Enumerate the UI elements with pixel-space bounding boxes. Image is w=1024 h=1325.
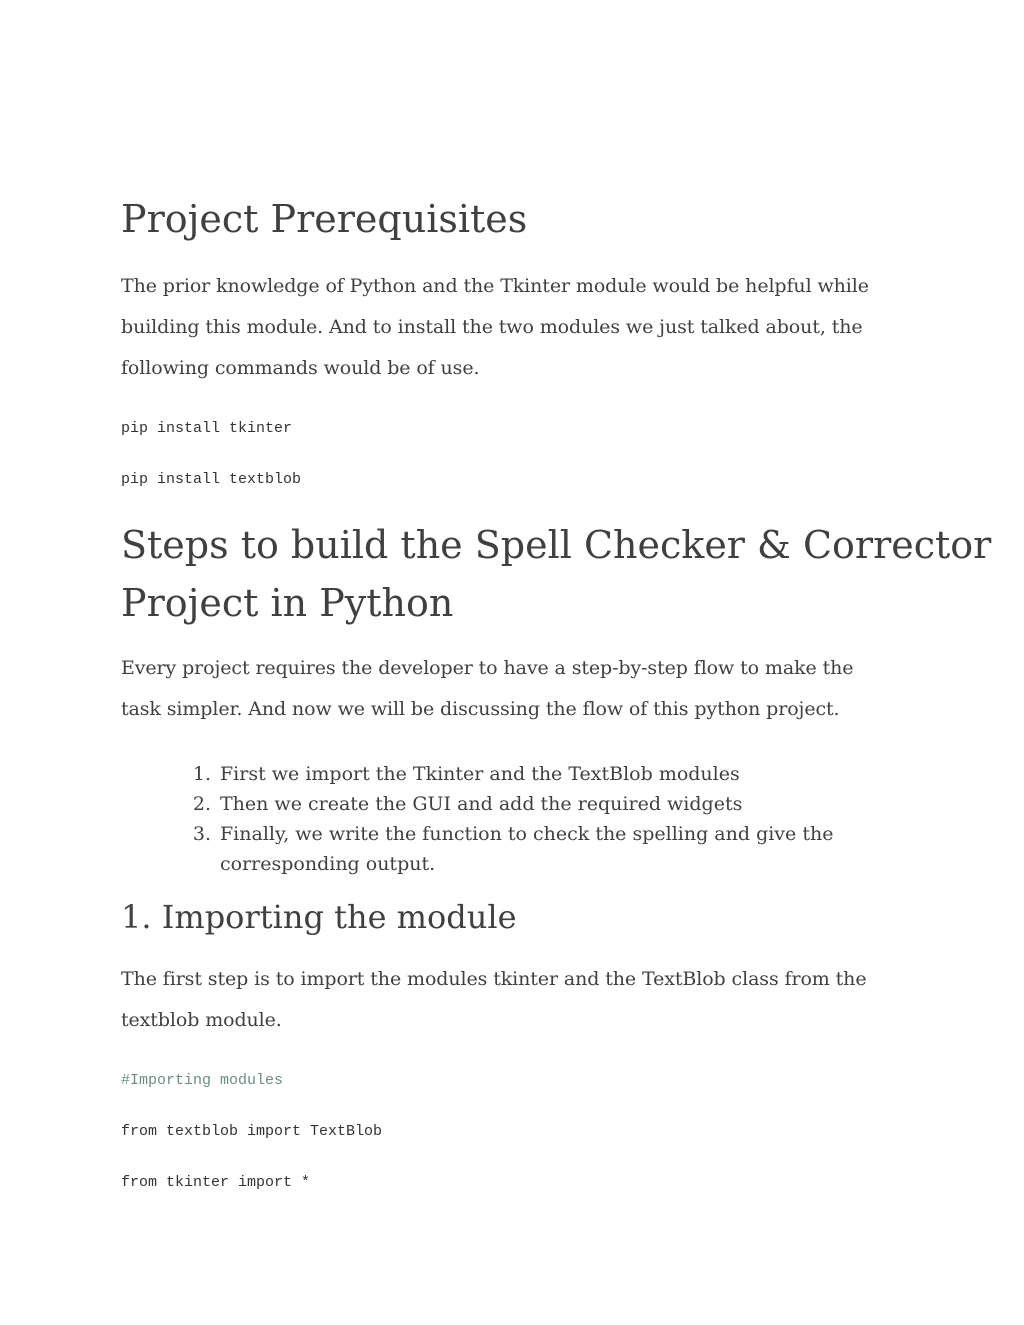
paragraph-line: building this module. And to install the two modules we just talked about, the — [121, 316, 863, 338]
importing-heading: 1. Importing the module — [121, 898, 517, 936]
paragraph-line: textblob module. — [121, 1009, 282, 1031]
list-item-text: corresponding output. — [220, 853, 436, 875]
list-item-number: 1. — [192, 763, 211, 785]
list-item-text: First we import the Tkinter and the TextBlob modules — [220, 763, 740, 785]
paragraph-line: Every project requires the developer to have a step-by-step flow to make the — [121, 657, 854, 679]
steps-heading — [121, 516, 991, 632]
list-item — [181, 819, 881, 879]
prerequisites-heading: Project Prerequisites — [121, 197, 528, 241]
code-line-import-tkinter: from tkinter import * — [121, 1174, 311, 1191]
list-item-text: Then we create the GUI and add the required widgets — [220, 793, 743, 815]
code-line-pip-tkinter: pip install tkinter — [121, 420, 293, 437]
list-item-number: 3. — [192, 823, 211, 845]
list-item-text: Finally, we write the function to check the spelling and give the — [220, 823, 834, 845]
paragraph-line: following commands would be of use. — [121, 357, 480, 379]
importing-paragraph — [121, 959, 911, 1041]
heading-line: Steps to build the Spell Checker & Corrector — [121, 523, 992, 567]
code-line-pip-textblob: pip install textblob — [121, 471, 302, 488]
code-comment: #Importing modules — [121, 1072, 284, 1089]
steps-paragraph — [121, 648, 911, 730]
list-item — [181, 789, 881, 819]
paragraph-line: The prior knowledge of Python and the Tkinter module would be helpful while — [121, 275, 869, 297]
paragraph-line: task simpler. And now we will be discussing the flow of this python project. — [121, 698, 840, 720]
prerequisites-paragraph — [121, 266, 911, 389]
list-item-number: 2. — [192, 793, 211, 815]
list-item — [181, 759, 881, 789]
steps-list — [181, 759, 881, 879]
heading-line: Project in Python — [121, 581, 454, 625]
paragraph-line: The first step is to import the modules tkinter and the TextBlob class from the — [121, 968, 867, 990]
code-line-import-textblob: from textblob import TextBlob — [121, 1123, 383, 1140]
